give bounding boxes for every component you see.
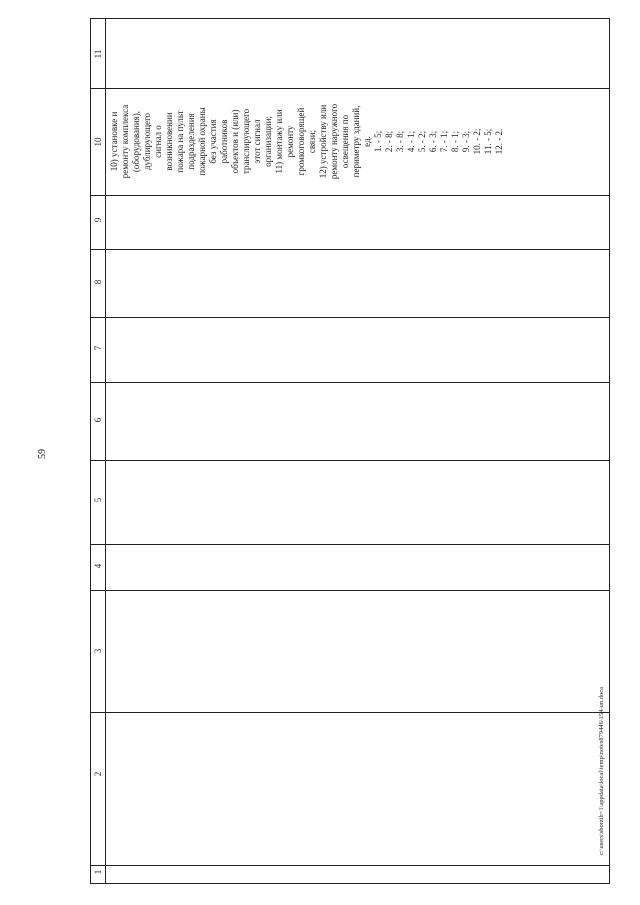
row-divider — [91, 544, 609, 545]
column-number-2: 2 — [93, 771, 103, 777]
column-10-line: (оборудования), — [131, 110, 141, 173]
row-divider — [91, 249, 609, 250]
row-divider — [91, 712, 609, 713]
column-10-line: освещения по — [340, 114, 350, 169]
row-divider — [91, 195, 609, 196]
column-10-line: этот сигнал — [252, 119, 262, 164]
column-10-line: возникновении — [164, 112, 174, 171]
column-number-1: 1 — [93, 869, 103, 875]
column-10-list-item: 9. - 3; — [461, 130, 471, 153]
column-10-list-item: 7. - 1; — [439, 130, 449, 153]
column-10-line: 12) устройству или — [318, 104, 328, 179]
header-divider — [105, 19, 106, 883]
data-table — [90, 18, 610, 884]
column-number-4: 4 — [93, 563, 103, 569]
column-10-line: транслирующего — [241, 108, 251, 175]
column-10-list-item: 12. - 2. — [494, 128, 504, 155]
column-10-list-item: 5. - 2; — [417, 130, 427, 153]
column-10-list-item: 11. - 5; — [483, 128, 493, 155]
column-10-line: пожара на пульт — [175, 110, 185, 173]
column-number-3: 3 — [93, 648, 103, 654]
column-10-line: пожарной охраны — [197, 107, 207, 176]
column-10-line: периметру зданий, — [351, 105, 361, 178]
column-10-line: организации; — [263, 116, 273, 167]
column-number-10: 10 — [93, 137, 103, 147]
column-10-line: подразделения — [186, 113, 196, 170]
column-number-9: 9 — [93, 217, 103, 223]
row-divider — [91, 382, 609, 383]
column-10-list-item: 6. - 3; — [428, 130, 438, 153]
column-number-7: 7 — [93, 345, 103, 351]
column-10-list-item: 1. - 5; — [373, 130, 383, 153]
page-number: 59 — [37, 449, 48, 459]
column-10-line: работников — [219, 119, 229, 164]
column-10-line: громкоговорящей — [296, 107, 306, 176]
column-10-list-item: 3. - 8; — [395, 130, 405, 153]
file-path-footer: c:\users\sborzih~1\appdata\local\temp\notes879446\154-un.doca — [598, 687, 605, 855]
column-10-line: ед. — [362, 136, 372, 147]
column-10-list-item: 8. - 1; — [450, 130, 460, 153]
column-10-line: дублирующего — [142, 112, 152, 171]
column-number-6: 6 — [93, 417, 103, 423]
column-number-8: 8 — [93, 279, 103, 285]
row-divider — [91, 590, 609, 591]
row-divider — [91, 317, 609, 318]
column-number-11: 11 — [93, 49, 103, 59]
column-10-line: объектов и (или) — [230, 109, 240, 174]
column-10-line: ремонту комплекса — [120, 104, 130, 179]
column-number-5: 5 — [93, 497, 103, 503]
column-10-list-item: 2. - 8; — [384, 130, 394, 153]
column-10-cell — [109, 89, 504, 194]
column-10-line: 11) монтажу или — [274, 109, 284, 174]
column-10-line: без участия — [208, 119, 218, 164]
row-divider — [91, 865, 609, 866]
column-10-line: ремонту наружного — [329, 103, 339, 180]
column-10-line: 10) установке и — [109, 111, 119, 172]
column-10-line: сигнал о — [153, 125, 163, 158]
column-10-list-item: 4. - 1; — [406, 130, 416, 153]
column-10-line: связи; — [307, 129, 317, 154]
column-10-list-item: 10. - 2; — [472, 128, 482, 155]
row-divider — [91, 460, 609, 461]
column-10-line: ремонту — [285, 125, 295, 158]
column-10-text — [109, 89, 505, 194]
